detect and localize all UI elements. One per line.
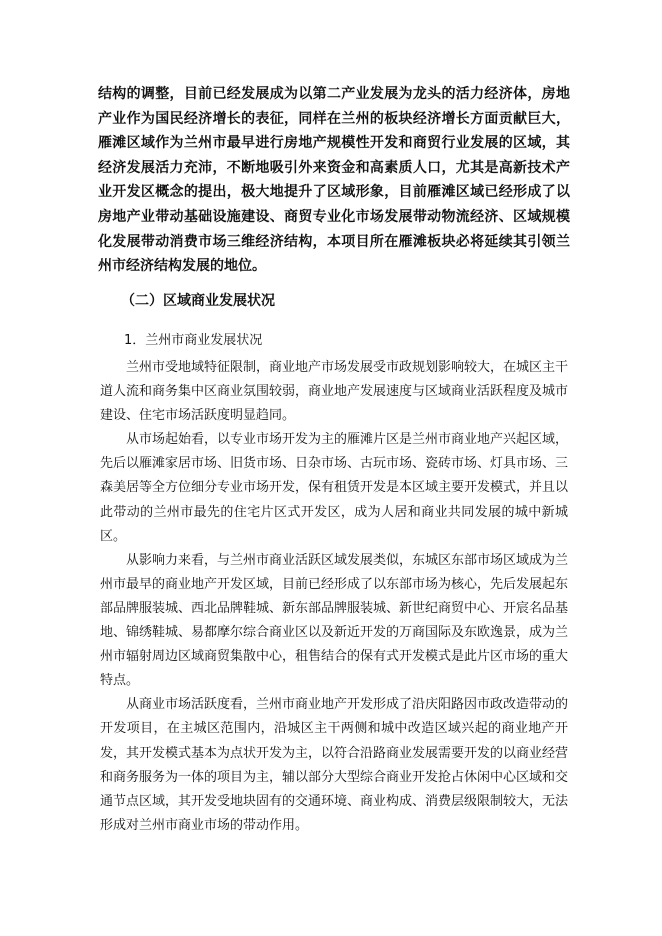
subsection-heading: 1．兰州市商业发展状况 xyxy=(124,333,263,348)
section-heading: （二）区域商业发展状况 xyxy=(121,293,275,309)
body-paragraph: 从影响力来看，与兰州市商业活跃区域发展类似，东城区东部市场区域成为兰州市最早的商业地产开发区域，目前已经形成了以东部市场为核心，先后发展起东部品牌服装城、西北品牌鞋城、新东部品牌服装城、新世纪商贸中心、开宸名品基地、锦绣鞋城、易都摩尔综合商业区以及新近开发的万商国际及东欧逸景，成为兰州市辐射周边区域商贸集散中心，租售结合的保有式开发模式是此片区市场的重大特点。 xyxy=(100,552,569,689)
intro-paragraph: 结构的调整，目前已经发展成为以第二产业发展为龙头的活力经济体，房地产业作为国民经济增长的表征，同样在兰州的板块经济增长方面贡献巨大，雁滩区域作为兰州市最早进行房地产规模性开发和商贸行业发展的区域，其经济发展活力充沛，不断地吸引外来资金和高素质人口，尤其是高新技术产业开发区概念的提出，极大地提升了区域形象，目前雁滩区域已经形成了以房地产业带动基础设施建设、商贸专业化市场发展带动物流经济、区域规模化发展带动消费市场三维经济结构，本项目所在雁滩板块必将延续其引领兰州市经济结构发展的地位。 xyxy=(98,86,570,275)
body-text xyxy=(100,356,568,838)
body-paragraph: 从市场起始看，以专业市场开发为主的雁滩片区是兰州市商业地产兴起区域，先后以雁滩家居市场、旧货市场、日杂市场、古玩市场、瓷砖市场、灯具市场、三森美居等全方位细分专业市场开发，保有租赁开发是本区域主要开发模式，并且以此带动的兰州市最先的住宅片区式开发区，成为人居和商业共同发展的城中新城区。 xyxy=(100,432,569,544)
body-paragraph: 从商业市场活跃度看，兰州市商业地产开发形成了沿庆阳路因市政改造带动的开发项目，在主城区范围内，沿城区主干两侧和城中改造区域兴起的商业地产开发，其开发模式基本为点状开发为主，以符合沿路商业发展需要开发的以商业经营和商务服务为一体的项目为主，辅以部分大型综合商业开发抢占休闲中心区域和交通节点区域，其开发受地块固有的交通环境、商业构成、消费层级限制较大，无法形成对兰州市商业市场的带动作用。 xyxy=(100,697,569,833)
body-paragraph: 兰州市受地域特征限制，商业地产市场发展受市政规划影响较大，在城区主干道人流和商务集中区商业氛围较弱，商业地产发展速度与区域商业活跃程度及城市建设、住宅市场活跃度明显趋同。 xyxy=(100,360,569,424)
